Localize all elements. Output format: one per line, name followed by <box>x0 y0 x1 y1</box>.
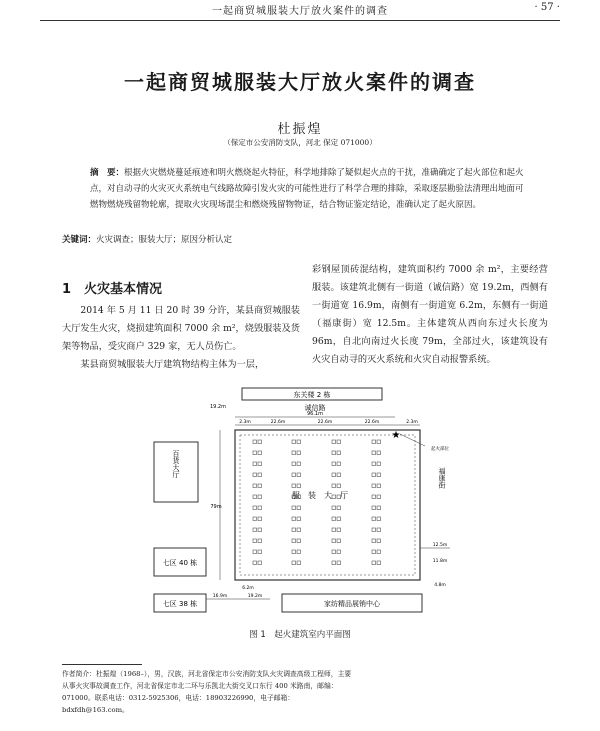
footnote: 作者简介：杜振煌（1968–），男，汉族，河北省保定市公安消防支队火灾调查高级工程师，主要从事火灾事故调查工作，河北省保定市北二环与乐凯北大街交叉口东行 400 米路南，邮编：071000。联系电话：0312-5925306，电话：18903226990，电子邮箱：bdxfdh@163.com。 <box>62 670 352 714</box>
fire-point-star-icon: ★ <box>391 430 401 441</box>
paragraph-3: 彩钢屋顶砖混结构，建筑面积约 7000 余 m²，主要经营服装。该建筑北侧有一街道（诚信路）宽 19.2m，西侧有一街道宽 16.9m，南侧有一街道宽 6.2m，东侧有一街道（福康街）宽 12.5m。主体建筑从西向东过火长度为 96m，自北向南过火长度 79m，全部过火，该建筑设有火灾自动寻的灭火系统和火灾自动报警系统。 <box>312 264 548 365</box>
top-building-label: 东关楼 2 栋 <box>293 391 331 399</box>
running-title: 一起商贸城服装大厅放火案件的调查 <box>212 6 388 17</box>
dim-79: 79m <box>210 504 222 510</box>
dim-16-9: 16.9m <box>212 594 228 599</box>
dim-19-2: 19.2m <box>209 404 227 410</box>
page-number: · 57 · <box>534 2 560 13</box>
dim-2-3-b: 2.3m <box>406 420 418 425</box>
abstract-text: 根据火灾燃烧蔓延痕迹和明火燃烧起火特征，科学地排除了疑似起火点的干扰，准确确定了起火部位和起火点，对自动寻的火灾灭火系统电气线路故障引发火灾的可能性进行了科学合理的排除，采取逐层勘验法清理出地面可燃物燃烧残留物轮廓，提取火灾现场混尘和燃烧残留物物证，结合物证鉴定结论，准确认定了起火原因。 <box>90 168 524 210</box>
hall-label: 服 装 大 厅 <box>292 491 348 500</box>
article-title: 一起商贸城服装大厅放火案件的调查 <box>124 70 476 94</box>
zone-38-label: 七区 38 栋 <box>162 600 198 608</box>
dim-22-6-a: 22.6m <box>270 420 286 425</box>
dim-6-2: 6.2m <box>242 586 254 591</box>
south-building-label: 家纺精品展销中心 <box>324 600 380 608</box>
keywords-label: 关键词： <box>62 235 97 245</box>
east-street-label: 福康街 <box>438 467 446 489</box>
paragraph-1: 2014 年 5 月 11 日 20 时 39 分许，某县商贸城服装大厅发生火灾，烧损建筑面积 7000 余 m²，烧毁服装及货架等物品，受灾商户 329 家，无人员伤亡。 <box>62 305 300 352</box>
header-rule <box>40 20 560 21</box>
figure-caption: 图 1 起火建筑室内平面图 <box>249 630 351 640</box>
floor-plan-figure <box>150 386 470 618</box>
paragraph-2: 某县商贸城服装大厅建筑物结构主体为一层， <box>80 359 265 370</box>
keywords <box>62 233 522 245</box>
left-column <box>62 302 300 374</box>
abstract-label: 摘 要： <box>90 168 125 178</box>
main-hall <box>235 430 420 580</box>
dim-4-8: 4.8m <box>434 583 446 588</box>
author-name: 杜振煌 <box>277 122 323 137</box>
dim-19-2-b: 19.2m <box>247 594 263 599</box>
dim-22-6-b: 22.6m <box>317 420 333 425</box>
dim-22-6-c: 22.6m <box>364 420 380 425</box>
right-column <box>312 261 548 369</box>
section-title: 1 火灾基本情况 <box>62 282 163 297</box>
abstract <box>90 165 530 213</box>
west-building-label: 百货大厅 <box>172 450 180 478</box>
dim-11-8: 11.8m <box>432 559 448 564</box>
dim-96-1: 96.1m <box>306 411 324 417</box>
keywords-text: 火灾调查；服装大厅；原因分析认定 <box>96 235 233 245</box>
north-street-label: 诚信路 <box>304 404 326 412</box>
footnote-rule <box>62 664 142 665</box>
author-affiliation: （保定市公安消防支队，河北 保定 071000） <box>223 138 377 147</box>
dim-12-5: 12.5m <box>432 543 448 548</box>
fire-point-label: 起火部位 <box>431 447 449 452</box>
zone-40-label: 七区 40 栋 <box>162 559 198 567</box>
dim-2-3-a: 2.3m <box>239 420 251 425</box>
